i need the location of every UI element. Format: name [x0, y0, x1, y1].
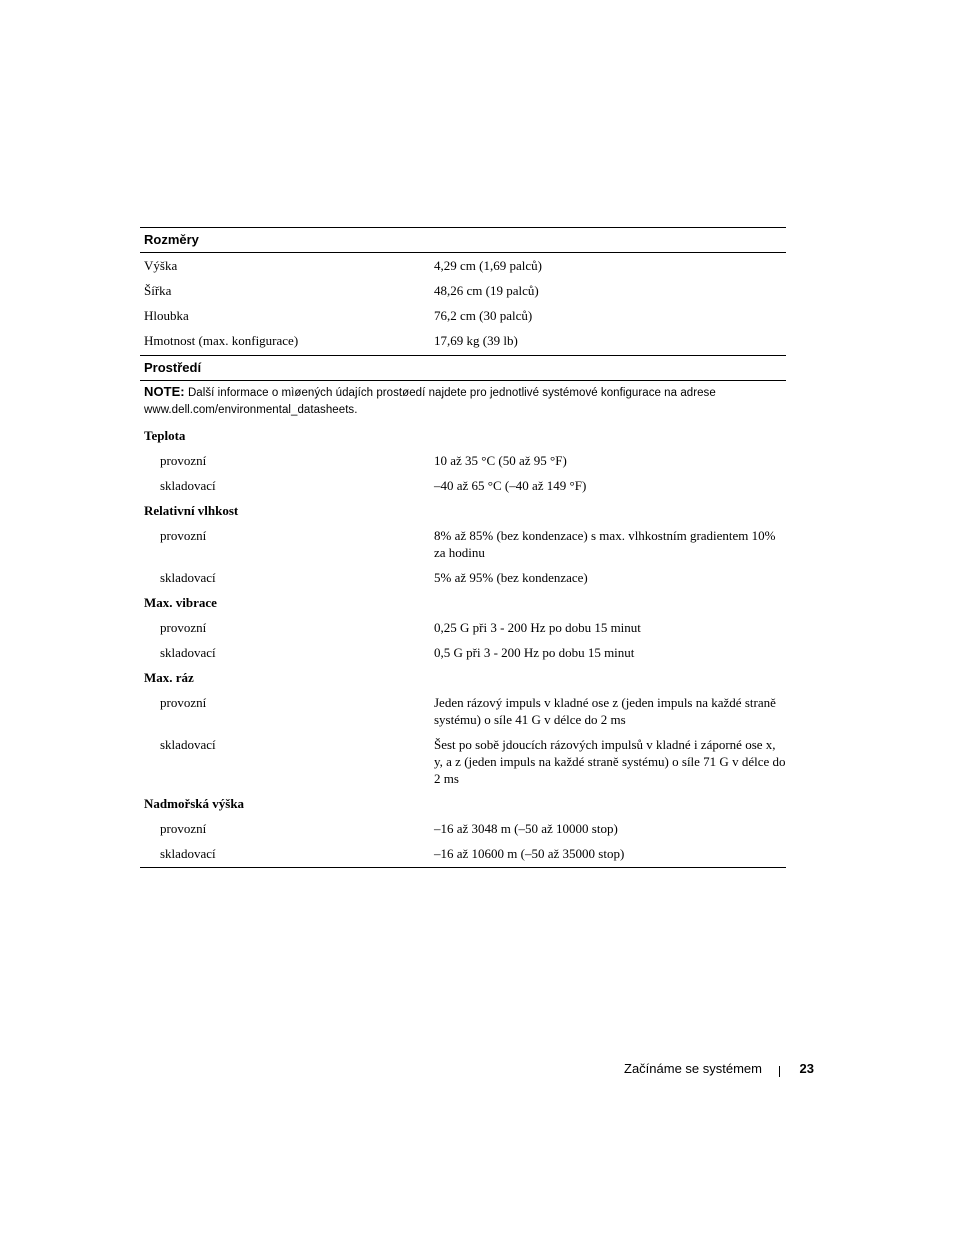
- group-title-altitude: Nadmořská výška: [144, 796, 245, 811]
- row-value: 17,69 kg (39 lb): [434, 333, 518, 348]
- spec-row: [140, 473, 786, 498]
- row-label: Výška: [144, 258, 178, 273]
- spec-row: [140, 328, 786, 355]
- row-label: provozní: [160, 528, 207, 543]
- row-label: provozní: [160, 453, 207, 468]
- section-heading-dimensions: Rozměry: [140, 228, 786, 253]
- group-title-humidity: Relativní vlhkost: [144, 503, 239, 518]
- spec-row: [140, 816, 786, 841]
- spec-row: [140, 565, 786, 590]
- row-label: skladovací: [160, 645, 216, 660]
- note-label: NOTE:: [144, 384, 185, 399]
- spec-row: [140, 690, 786, 732]
- row-label: Hmotnost (max. konfigurace): [144, 333, 299, 348]
- row-label: Šířka: [144, 283, 172, 298]
- row-value: Šest po sobě jdoucích rázových impulsů v kladné i záporné ose x, y, a z (jeden impuls na každé straně systému) o síle 71 G v délce do 2 ms: [434, 737, 786, 786]
- row-value: Jeden rázový impuls v kladné ose z (jeden impuls na každé straně systému) o síle 41 G v délce do 2 ms: [434, 695, 776, 727]
- row-value: –16 až 10600 m (–50 až 35000 stop): [434, 846, 625, 861]
- row-label: provozní: [160, 620, 207, 635]
- spec-table: [140, 227, 786, 868]
- group-title-vibration: Max. vibrace: [144, 595, 217, 610]
- row-label: skladovací: [160, 846, 216, 861]
- row-value: 10 až 35 °C (50 až 95 °F): [434, 453, 567, 468]
- spec-row: [140, 448, 786, 473]
- page-footer: [600, 1061, 816, 1081]
- note-text: Další informace o mìøených údajích prostøedí najdete pro jednotlivé systémové konfigurace na adrese www.dell.com/environmental_datasheets.: [144, 387, 716, 416]
- spec-row: [140, 841, 786, 867]
- group-title-shock: Max. ráz: [144, 670, 194, 685]
- spec-row: [140, 523, 786, 565]
- row-label: skladovací: [160, 478, 216, 493]
- row-value: –16 až 3048 m (–50 až 10000 stop): [434, 821, 618, 836]
- row-label: skladovací: [160, 737, 216, 752]
- row-value: –40 až 65 °C (–40 až 149 °F): [434, 478, 587, 493]
- group-title-temperature: Teplota: [144, 428, 186, 443]
- row-value: 0,5 G při 3 - 200 Hz po dobu 15 minut: [434, 645, 635, 660]
- section-heading-environment: Prostředí: [140, 355, 786, 381]
- row-label: Hloubka: [144, 308, 189, 323]
- row-label: provozní: [160, 695, 207, 710]
- spec-row: [140, 732, 786, 791]
- row-value: 5% až 95% (bez kondenzace): [434, 570, 588, 585]
- spec-row: [140, 640, 786, 665]
- note-block: [140, 381, 786, 423]
- page-number: 23: [799, 1061, 814, 1076]
- spec-row: [140, 253, 786, 278]
- spec-row: [140, 303, 786, 328]
- footer-chapter-title: Začínáme se systémem: [624, 1061, 762, 1076]
- row-value: 4,29 cm (1,69 palců): [434, 258, 542, 273]
- row-value: 76,2 cm (30 palců): [434, 308, 533, 323]
- spec-row: [140, 615, 786, 640]
- spec-row: [140, 278, 786, 303]
- row-value: 8% až 85% (bez kondenzace) s max. vlhkostním gradientem 10% za hodinu: [434, 528, 776, 560]
- row-value: 0,25 G při 3 - 200 Hz po dobu 15 minut: [434, 620, 641, 635]
- row-label: skladovací: [160, 570, 216, 585]
- row-label: provozní: [160, 821, 207, 836]
- row-value: 48,26 cm (19 palců): [434, 283, 539, 298]
- footer-separator: [779, 1066, 780, 1077]
